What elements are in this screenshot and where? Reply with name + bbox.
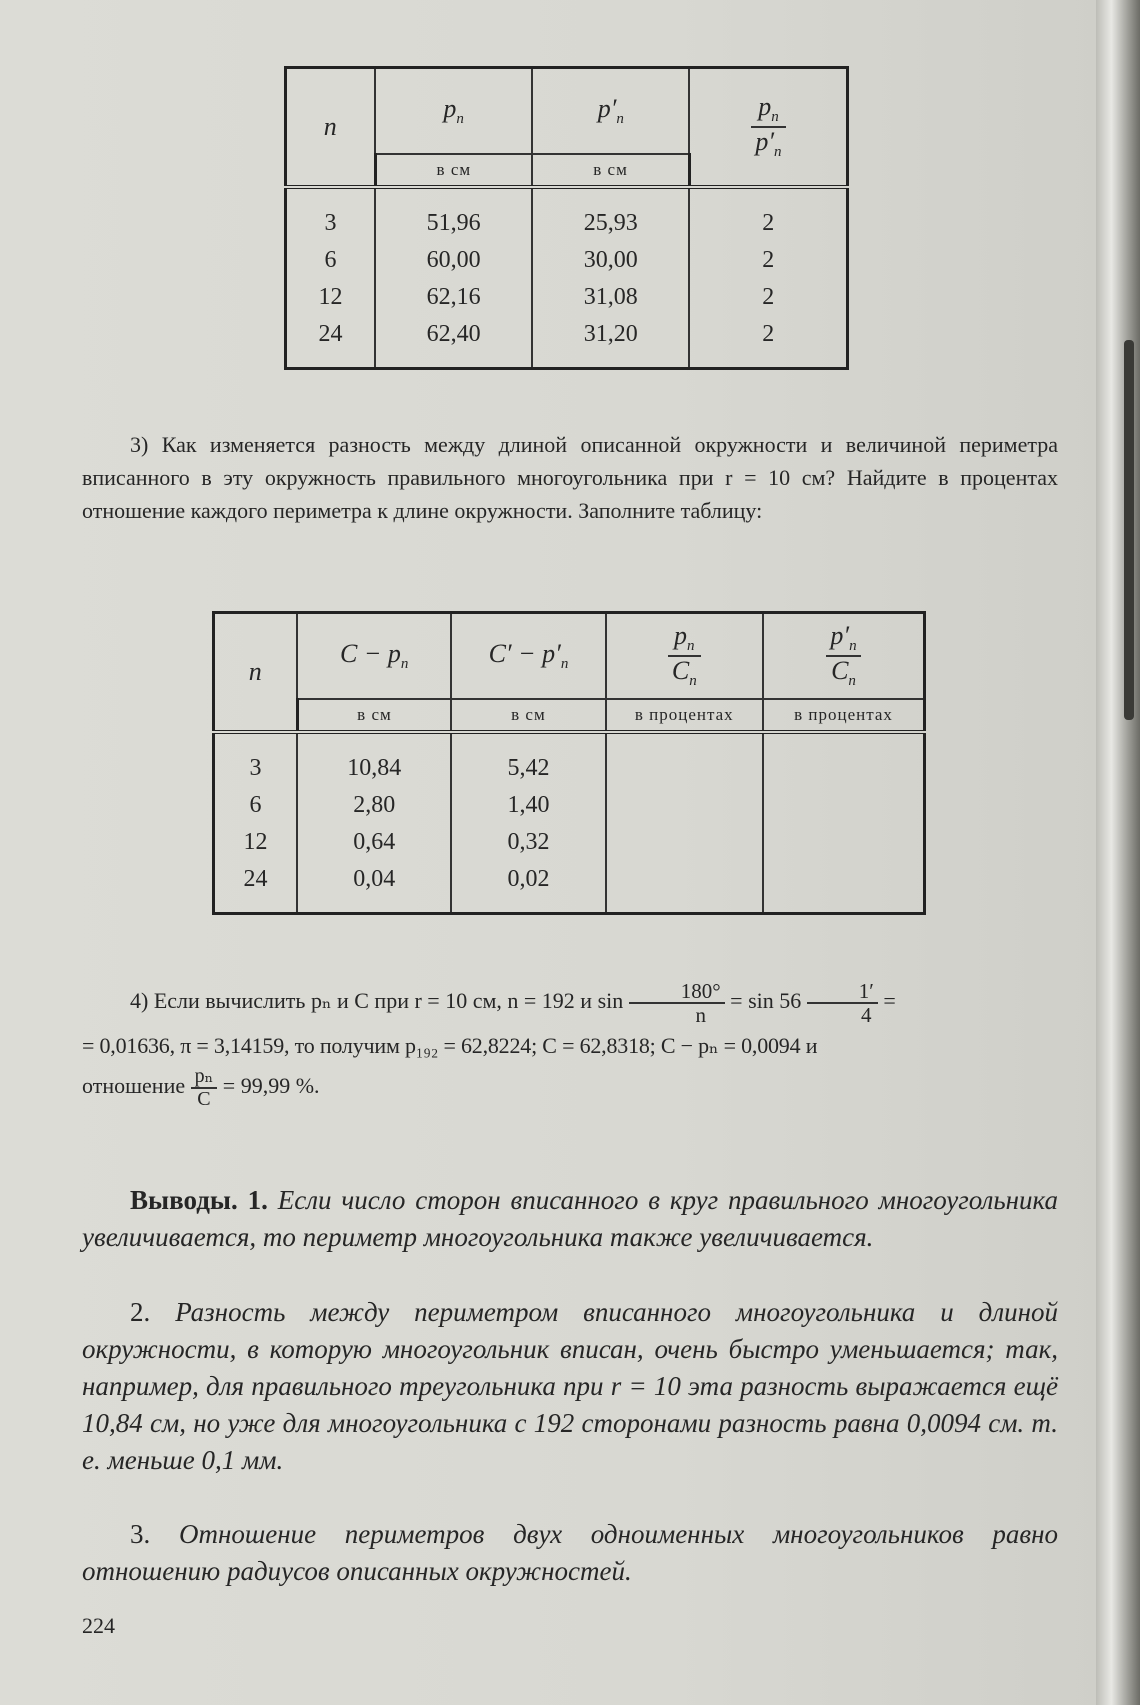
cell-pn-prime: 30,00 (532, 242, 689, 279)
cell-pn-prime: 31,08 (532, 279, 689, 316)
sin-fraction-numerator: 180° (629, 980, 725, 1004)
minutes-fraction-denominator: 4 (861, 1003, 872, 1028)
col-ratio-header: $\frac{p_n}{p'_n}$ (689, 68, 847, 188)
col-pn-prime-unit: в см (532, 154, 689, 187)
task-4-ratio-label: отношение (82, 1073, 186, 1099)
conclusion-2-text: Разность между периметром вписанного многоугольника и длиной окружности, в которую многоугольник вписан, очень быстро уменьшается; так, например, для правильного треугольника при r = 10 эта разность выражается ещё 10,84 см, но уже для многоугольника с 192 сторонами разность равна 0,0094 см. т. е. меньше 0,1 мм. (82, 1297, 1058, 1475)
perimeter-table (284, 66, 849, 370)
conclusion-3 (82, 1516, 1058, 1590)
task-4-line-2: = 0,01636, π = 3,14159, то получим p₁₉₂ = 62,8224; C = 62,8318; C − pₙ = 0,0094 и (82, 1033, 818, 1059)
minutes-fraction-numerator: 1′ (807, 980, 878, 1004)
cell-n: 3 (286, 187, 376, 242)
col-pnp-cn-unit: в процентах (763, 699, 924, 732)
sin-value-label: = sin 56 (730, 988, 802, 1014)
col-pn-prime-header: $p'_n$ (532, 68, 689, 155)
cell-pnp-cn (763, 787, 924, 824)
cell-c-pn: 0,04 (297, 861, 451, 914)
cell-pn-prime: 25,93 (532, 187, 689, 242)
col-n-header: n (286, 68, 376, 188)
table-row (214, 787, 925, 824)
table-row (286, 316, 848, 369)
cell-pn-cn (606, 824, 763, 861)
cell-c-pn: 0,64 (297, 824, 451, 861)
ratio-denominator: C (197, 1088, 211, 1111)
cell-pnp-cn (763, 861, 924, 914)
page-number: 224 (82, 1613, 115, 1638)
table-row (286, 279, 848, 316)
col-n-header: n (214, 613, 298, 733)
task-4-text (82, 980, 1058, 1110)
task-3-text: 3) Как изменяется разность между длиной описанной окружности и величиной периметра вписанного в эту окружность правильного многоугольника при r = 10 см? Найдите в процентах отношение каждого периметра к длине окружности. Заполните таблицу: (82, 432, 1058, 523)
table-row (214, 732, 925, 787)
cell-pn-prime: 31,20 (532, 316, 689, 369)
cell-c-pn: 2,80 (297, 787, 451, 824)
cell-n: 12 (286, 279, 376, 316)
conclusion-2-number: 2. (130, 1297, 151, 1327)
col-pn-header: $p_n$ (375, 68, 532, 155)
cell-n: 24 (214, 861, 298, 914)
col-c-pn-header: $C - p_n$ (297, 613, 451, 700)
cell-n: 24 (286, 316, 376, 369)
table-row (214, 824, 925, 861)
task-4-ratio-value: = 99,99 %. (222, 1073, 320, 1099)
col-pn-cn-header: $\frac{p_n}{C_n}$ (606, 613, 763, 700)
cell-ratio: 2 (689, 187, 847, 242)
ratio-numerator: pₙ (191, 1066, 218, 1089)
cell-pn-cn (606, 732, 763, 787)
conclusion-1 (82, 1182, 1058, 1256)
task-4-line-1: 4) Если вычислить pₙ и C при r = 10 см, n = 192 и sin (130, 988, 624, 1014)
cell-c-pn: 10,84 (297, 732, 451, 787)
cell-c-pn-prime: 1,40 (451, 787, 605, 824)
col-pn-cn-unit: в процентах (606, 699, 763, 732)
table-row (286, 242, 848, 279)
cell-pn-cn (606, 787, 763, 824)
cell-c-pn-prime: 0,32 (451, 824, 605, 861)
conclusion-1-text: Если число сторон вписанного в круг правильного многоугольника увеличивается, то периметр многоугольника также увеличивается. (82, 1185, 1058, 1252)
cell-pn: 62,16 (375, 279, 532, 316)
conclusion-3-number: 3. (130, 1519, 151, 1549)
conclusion-3-text: Отношение периметров двух одноименных многоугольников равно отношению радиусов описанных окружностей. (82, 1519, 1059, 1586)
cell-pn: 51,96 (375, 187, 532, 242)
difference-table (212, 611, 926, 915)
cell-ratio: 2 (689, 242, 847, 279)
col-pnp-cn-header: $\frac{p'_n}{C_n}$ (763, 613, 924, 700)
cell-n: 6 (214, 787, 298, 824)
conclusion-2 (82, 1294, 1058, 1479)
table-row (286, 187, 848, 242)
col-c-pn-unit: в см (297, 699, 451, 732)
cell-n: 6 (286, 242, 376, 279)
col-pn-unit: в см (375, 154, 532, 187)
col-c-pn-prime-header: $C' - p'_n$ (451, 613, 605, 700)
cell-pn: 62,40 (375, 316, 532, 369)
cell-pnp-cn (763, 732, 924, 787)
cell-pn-cn (606, 861, 763, 914)
cell-c-pn-prime: 5,42 (451, 732, 605, 787)
sin-fraction-denominator: n (695, 1003, 706, 1028)
equals-sign: = (883, 988, 896, 1014)
cell-ratio: 2 (689, 316, 847, 369)
spine-shadow (1124, 340, 1134, 720)
table-row (214, 861, 925, 914)
cell-ratio: 2 (689, 279, 847, 316)
cell-pnp-cn (763, 824, 924, 861)
col-c-pn-prime-unit: в см (451, 699, 605, 732)
book-spine (1096, 0, 1140, 1705)
conclusions-title: Выводы. 1. (130, 1185, 268, 1215)
cell-n: 3 (214, 732, 298, 787)
cell-pn: 60,00 (375, 242, 532, 279)
cell-n: 12 (214, 824, 298, 861)
cell-c-pn-prime: 0,02 (451, 861, 605, 914)
